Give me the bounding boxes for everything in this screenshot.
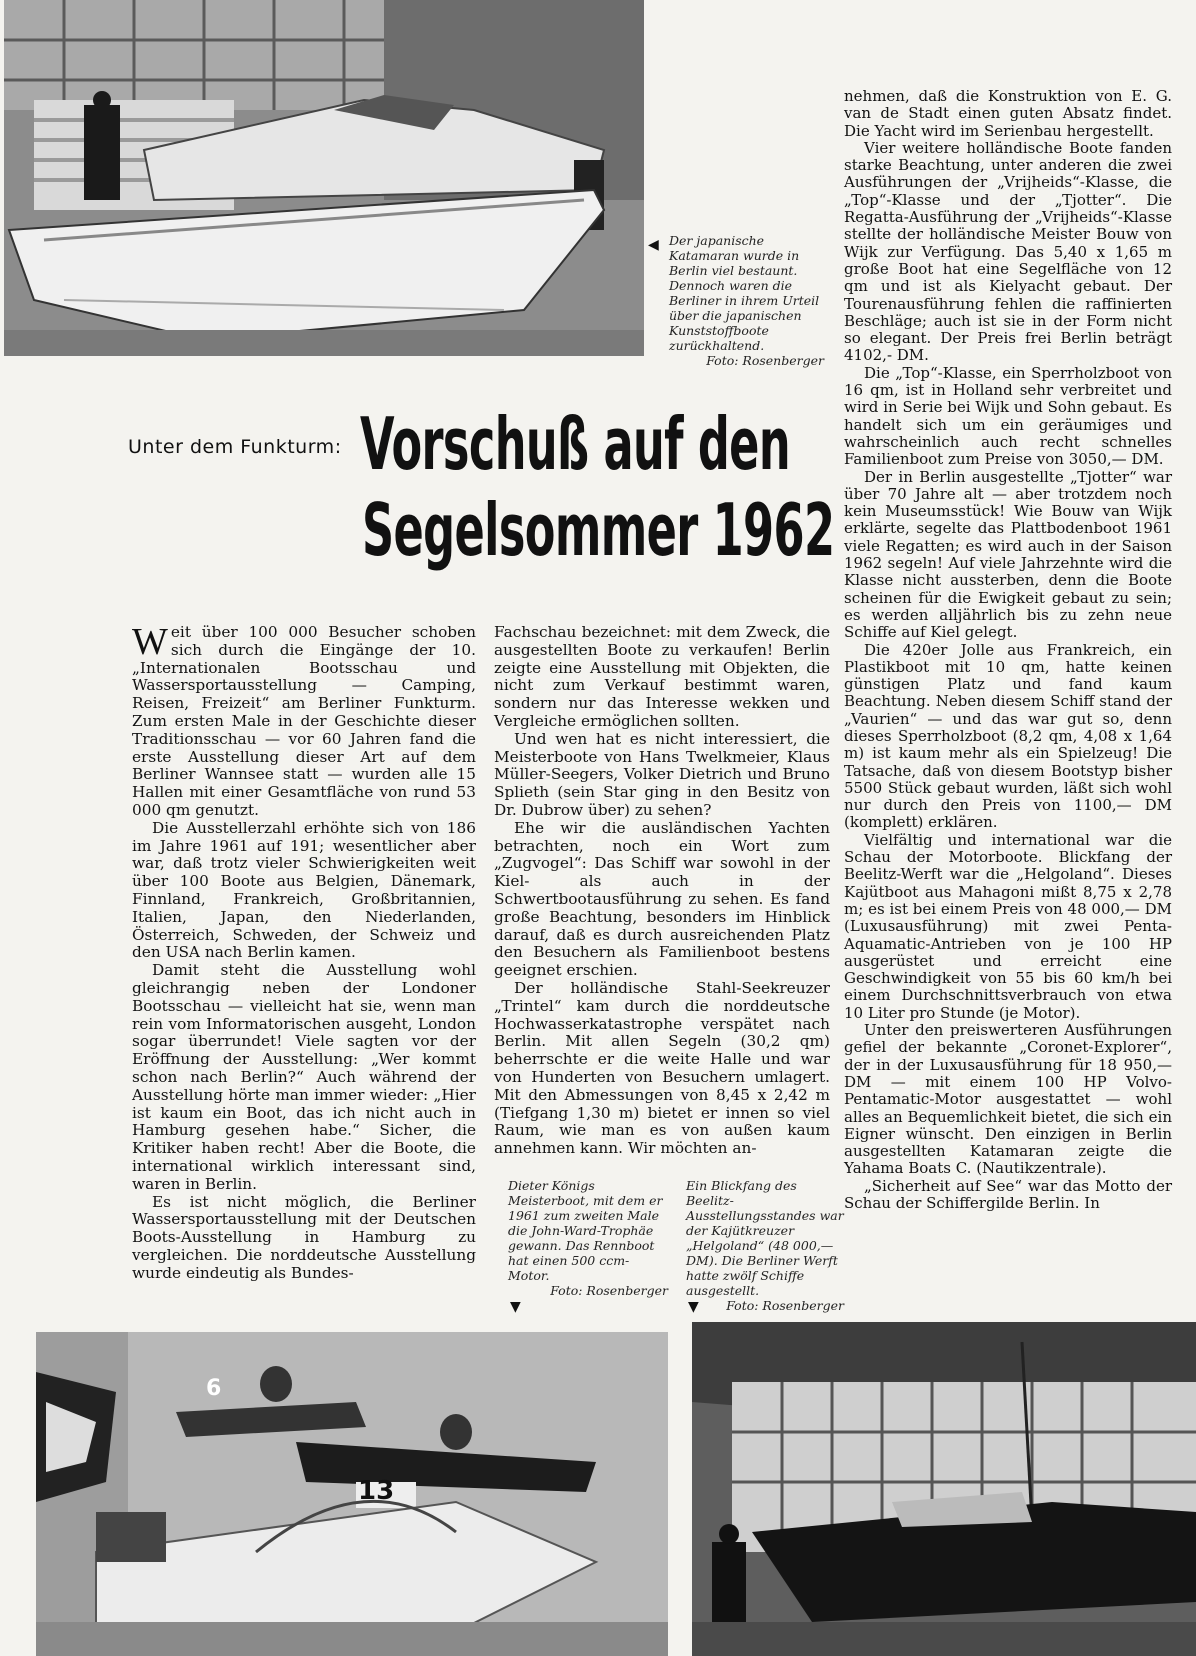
article-column-2 — [494, 624, 830, 1158]
caption-arrow-left-icon: ◀ — [648, 237, 659, 253]
paragraph: Ehe wir die ausländischen Yachten betrachten, noch ein Wort zum „Zugvogel“: Das Schiff war sowohl in der Kiel- als auch in der Schwertbootausführung zu sehen. Es fand große Beachtung, besonders im Hinblick darauf, daß es durch ausreichenden Platz den Besuchern als Familienboot bestens geeignet erschien. — [494, 818, 830, 980]
photo-racing-boats — [36, 1332, 668, 1656]
photo-credit: Foto: Rosenberger — [706, 353, 824, 368]
article-kicker: Unter dem Funkturm: — [128, 436, 342, 458]
paragraph: Der in Berlin ausgestellte „Tjotter“ war über 70 Jahre alt — aber trotzdem noch kein Museumsstück! Wie Bouw van Wijk erklärte, segelte das Plattbodenboot 1961 viele Regatten; es wird auch in der Saison 1962 segeln! Auf viele Jahrzehnte wird die Klasse nicht aussterben, denn die Boote scheinen für die Ewigkeit gebaut zu sein; es werden alljährlich bis zu zehn neue Schiffe auf Kiel gelegt. — [844, 467, 1172, 642]
caption-helgoland — [686, 1178, 844, 1313]
article-column-1 — [132, 621, 476, 1282]
paragraph: nehmen, daß die Konstruktion von E. G. van de Stadt einen guten Absatz findet. Die Yacht wird im Serienbau hergestellt. — [844, 87, 1172, 140]
caption-arrow-down-icon: ▼ — [510, 1299, 521, 1315]
paragraph: Und wen hat es nicht interessiert, die Meisterboote von Hans Twelkmeier, Klaus Müller-Seegers, Volker Dietrich und Bruno Splieth (sein Star ging in den Besitz von Dr. Dubrow über) zu sehen? — [494, 729, 830, 819]
paragraph: Vier weitere holländische Boote fanden starke Beachtung, unter anderen die zwei Ausführungen der „Vrijheids“-Klasse, die „Top“-Klasse und der „Tjotter“. Die Regatta-Ausführung der „Vrijheids“-Klasse stellte der holländische Meister Bouw von Wijk zur Verfügung. Das 5,40 x 1,65 m große Boot hat eine Segelfläche von 12 qm und ist als Kielyacht gebaut. Der Tourenausführung fehlen die raffinierten Beschläge; auch ist sie in der Form nicht so elegant. Der Preis frei Berlin beträgt 4102,- DM. — [844, 138, 1172, 365]
paragraph: Die 420er Jolle aus Frankreich, ein Plastikboot mit 10 qm, hatte keinen günstigen Platz und fand kaum Beachtung. Neben diesem Schiff stand der „Vaurien“ — und das war gut so, denn dieses Sperrholzboot (8,2 qm, 4,08 x 1,64 m) ist kaum mehr als ein Spielzeug! Die Tatsache, daß von diesem Bootstyp bisher 5500 Stück gebaut wurden, läßt sich wohl nur durch den Preis von 1100,— DM (komplett) erklären. — [844, 640, 1172, 832]
caption-text: Dieter Königs Meisterboot, mit dem er 1961 zum zweiten Male die John-Ward-Trophäe gewann. Das Rennboot hat einen 500 ccm-Motor. — [508, 1178, 663, 1283]
racing-number: 6 — [206, 1376, 222, 1401]
paragraph: Die Ausstellerzahl erhöhte sich von 186 im Jahre 1961 auf 191; wesentlicher aber war, daß trotz vieler Schwierigkeiten weit über 100 Boote aus Belgien, Dänemark, Finnland, Frankreich, Großbritannien, Italien, Japan, den Niederlanden, Österreich, Schweden, der Schweiz und den USA nach Berlin kamen. — [132, 818, 476, 962]
headline-line-1: Vorschuß auf den — [360, 402, 790, 486]
paragraph: „Sicherheit auf See“ war das Motto der Schau der Schiffergilde Berlin. In — [844, 1176, 1172, 1212]
top-photo-caption — [669, 233, 824, 368]
drop-cap: W — [132, 621, 168, 663]
photo-credit: Foto: Rosenberger — [726, 1298, 844, 1313]
paragraph: Fachschau bezeichnet: mit dem Zweck, die ausgestellten Boote zu verkaufen! Berlin zeigte eine Ausstellung mit Objekten, die nicht zum Verkauf bestimmt waren, sondern nur das Interesse wekken und Vergleiche ermöglichen sollten. — [494, 623, 830, 730]
caption-arrow-down-icon: ▼ — [688, 1299, 699, 1315]
photo-credit: Foto: Rosenberger — [550, 1283, 668, 1298]
paragraph: Der holländische Stahl-Seekreuzer „Trintel“ kam durch die norddeutsche Hochwasserkatastrophe verspätet nach Berlin. Mit allen Segeln (30,2 qm) beherrschte er die weite Halle und war von Hunderten von Besuchern umlagert. Mit den Abmessungen von 8,45 x 2,42 m (Tiefgang 1,30 m) bietet er innen so viel Raum, wie man es von außen kaum annehmen kann. Wir möchten an- — [494, 978, 830, 1158]
top-photo-catamaran — [4, 0, 644, 356]
paragraph: Unter den preiswerteren Ausführungen gefiel der bekannte „Coronet-Explorer“, der in der Luxusausführung für 18 950,— DM — mit einem 100 HP Volvo-Pentamatic-Motor ausgestattet — wohl alles an Bequemlichkeit bietet, die sich ein Eigner wünscht. Den einzigen in Berlin ausgestellten Katamaran zeigte die Yahama Boats C. (Nautikzentrale). — [844, 1021, 1172, 1178]
paragraph: Es ist nicht möglich, die Berliner Wassersportausstellung mit der Deutschen Boots-Ausstellung in Hamburg zu vergleichen. Die norddeutsche Ausstellung wurde eindeutig als Bundes- — [132, 1192, 476, 1282]
paragraph: Die „Top“-Klasse, ein Sperrholzboot von 16 qm, ist in Holland sehr verbreitet und wird in Serie bei Wijk und Sohn gebaut. Es handelt sich um ein geräumiges und wahrscheinlich auch recht schnelles Familienboot zum Preise von 3050,— DM. — [844, 363, 1172, 469]
paragraph: eit über 100 000 Besucher schoben sich durch die Eingänge der 10. „Internationalen Bootsschau und Wassersportausstellung — Camping, Reisen, Freizeit“ am Berliner Funkturm. Zum ersten Male in der Geschichte dieser Traditionsschau — vor 60 Jahren fand die erste Ausstellung dieser Art auf dem Berliner Wannsee statt — wurden alle 15 Hallen mit einer Gesamtfläche von rund 53 000 qm genutzt. — [132, 623, 476, 819]
caption-text: Ein Blickfang des Beelitz-Ausstellungsstandes war der Kajütkreuzer „Helgoland“ (48 000,— DM). Die Berliner Werft hatte zwölf Schiffe ausgestellt. — [686, 1178, 844, 1298]
racing-number: 13 — [358, 1476, 395, 1506]
caption-rennboot — [508, 1178, 668, 1298]
article-column-3 — [844, 88, 1172, 1212]
paragraph: Vielfältig und international war die Schau der Motorboote. Blickfang der Beelitz-Werft war die „Helgoland“. Dieses Kajütboot aus Mahagoni mißt 8,75 x 2,78 m; es ist bei einem Preis von 48 000,— DM (Luxusausführung) mit zwei Penta-Aquamatic-Antrieben von je 100 HP ausgerüstet und erreicht eine Geschwindigkeit von 55 bis 60 km/h bei einem Durchschnittsverbrauch von etwa 10 Liter pro Stunde (je Motor). — [844, 830, 1172, 1022]
paragraph: Damit steht die Ausstellung wohl gleichrangig neben der Londoner Bootsschau — vielleicht hat sie, wenn man rein vom Informatorischen ausgeht, London sogar überrundet! Viele sagten vor der Eröffnung der Ausstellung: „Wer kommt schon nach Berlin?“ Auch während der Ausstellung hörte man immer wieder: „Hier ist kaum ein Boot, das ich nicht auch in Hamburg gesehen habe.“ Sicher, die Kritiker haben recht! Aber die Boote, die international wirklich interessant sind, waren in Berlin. — [132, 961, 476, 1193]
photo-helgoland-hall — [692, 1322, 1196, 1656]
caption-text: Der japanische Katamaran wurde in Berlin viel bestaunt. Dennoch waren die Berliner in ihrem Urteil über die japanischen Kunststoffboote zurückhaltend. — [669, 233, 820, 353]
headline-line-2: Segelsommer 1962 — [362, 488, 835, 572]
